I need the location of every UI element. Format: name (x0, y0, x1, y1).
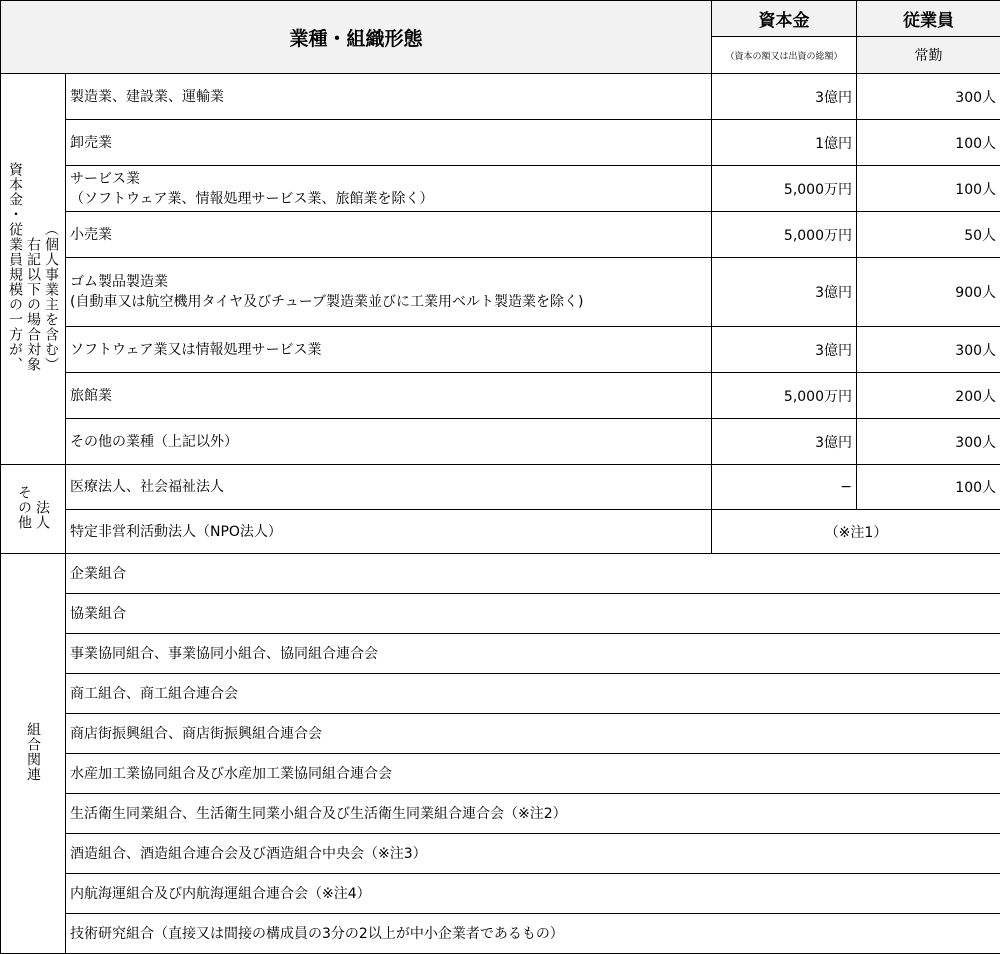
industry-name-line2: (自動車又は航空機用タイヤ及びチューブ製造業並びに工業用ベルト製造業を除く) (70, 292, 711, 312)
union-name: 内航海運組合及び内航海運組合連合会（※注4） (66, 874, 1000, 914)
union-name: 水産加工業協同組合及び水産加工業協同組合連合会 (66, 754, 1000, 794)
group2-label-col2: 法人 (33, 500, 51, 530)
industry-name: 旅館業 (66, 373, 712, 419)
group1-label-col3: （個人事業主を含む） (42, 222, 60, 372)
employees-value: 300人 (857, 419, 1000, 465)
employees-value: 300人 (857, 327, 1000, 373)
header-capital: 資本金 (712, 1, 857, 37)
union-name: 生活衛生同業組合、生活衛生同業小組合及び生活衛生同業組合連合会（※注2） (66, 794, 1000, 834)
capital-value: 5,000万円 (712, 212, 857, 258)
industry-name: 特定非営利活動法人（NPO法人） (66, 510, 712, 554)
capital-value: 3億円 (712, 74, 857, 120)
industry-name: ソフトウェア業又は情報処理サービス業 (66, 327, 712, 373)
group2-label-col1: その他 (15, 485, 33, 530)
union-name: 企業組合 (66, 554, 1000, 594)
capital-value: − (712, 465, 857, 510)
industry-name-line1: サービス業 (70, 169, 711, 189)
industry-name (66, 258, 712, 327)
capital-value: 5,000万円 (712, 166, 857, 212)
group1-label-col2: 右記以下の場合対象 (24, 237, 42, 372)
capital-value: 3億円 (712, 327, 857, 373)
union-name: 商工組合、商工組合連合会 (66, 674, 1000, 714)
employees-value: 100人 (857, 166, 1000, 212)
group1-label (1, 74, 66, 465)
industry-name: 小売業 (66, 212, 712, 258)
note-value: （※注1） (712, 510, 1000, 554)
industry-name: 医療法人、社会福祉法人 (66, 465, 712, 510)
union-name: 商店街振興組合、商店街振興組合連合会 (66, 714, 1000, 754)
capital-value: 1億円 (712, 120, 857, 166)
union-name: 事業協同組合、事業協同小組合、協同組合連合会 (66, 634, 1000, 674)
header-capital-note: （資本の額又は出資の総額） (712, 37, 857, 74)
employees-value: 100人 (857, 120, 1000, 166)
employees-value: 300人 (857, 74, 1000, 120)
employees-value: 200人 (857, 373, 1000, 419)
capital-value: 3億円 (712, 258, 857, 327)
employees-value: 50人 (857, 212, 1000, 258)
group1-label-col1: 資本金・従業員規模の一方が、 (6, 162, 24, 372)
group3-label (1, 554, 66, 954)
industry-name: 卸売業 (66, 120, 712, 166)
industry-name: その他の業種（上記以外） (66, 419, 712, 465)
employees-value: 100人 (857, 465, 1000, 510)
group3-label-text: 組合関連 (24, 722, 42, 782)
union-name: 酒造組合、酒造組合連合会及び酒造組合中央会（※注3） (66, 834, 1000, 874)
capital-value: 5,000万円 (712, 373, 857, 419)
industry-name: 製造業、建設業、運輸業 (66, 74, 712, 120)
union-name: 技術研究組合（直接又は間接の構成員の3分の2以上が中小企業者であるもの） (66, 914, 1000, 954)
capital-value: 3億円 (712, 419, 857, 465)
header-employees: 従業員 (857, 1, 1000, 37)
industry-name-line2: （ソフトウェア業、情報処理サービス業、旅館業を除く） (70, 189, 711, 209)
header-industry: 業種・組織形態 (1, 1, 712, 74)
industry-name-line1: ゴム製品製造業 (70, 272, 711, 292)
employees-value: 900人 (857, 258, 1000, 327)
industry-name (66, 166, 712, 212)
header-employees-note: 常勤 (857, 37, 1000, 74)
union-name: 協業組合 (66, 594, 1000, 634)
group2-label (1, 465, 66, 554)
